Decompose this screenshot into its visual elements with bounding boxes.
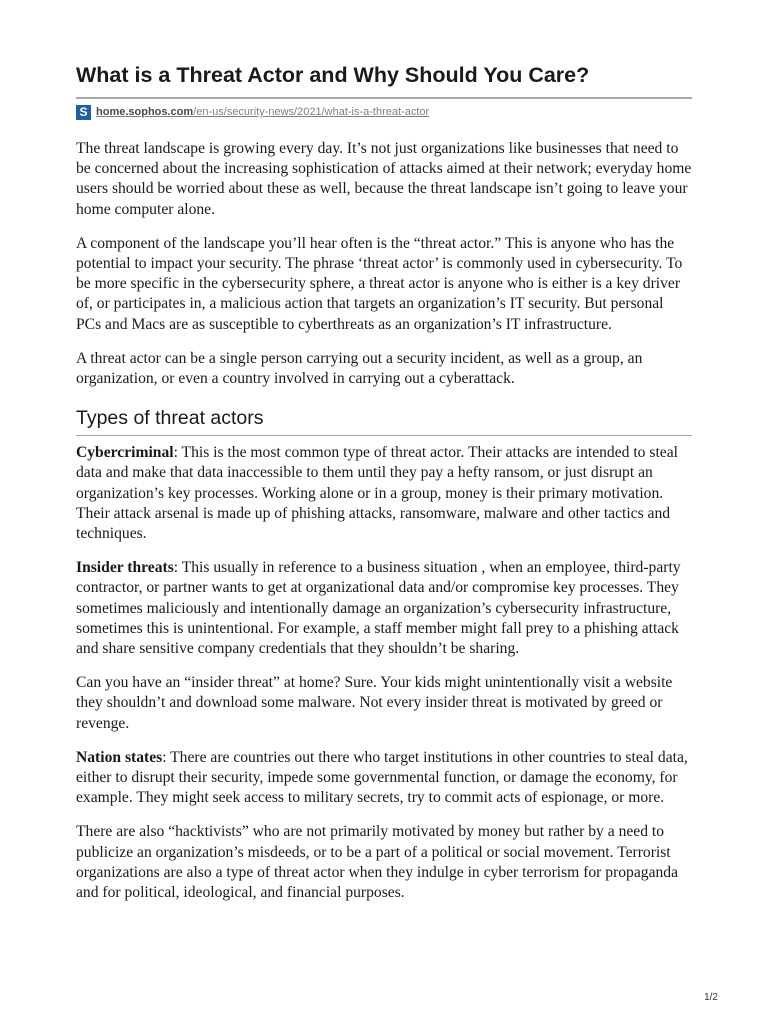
article-title: What is a Threat Actor and Why Should You Care? [76,60,692,99]
nation-states-term: Nation states [76,748,163,766]
intro-paragraph: The threat landscape is growing every day. It’s not just organizations like businesses that need to be concerned about the increasing sophistication of attacks aimed at their network; everyday home users should be worried about these as well, because the threat landscape isn’t going to leave your home computer alone. [76,140,692,218]
source-domain: home.sophos.com [96,106,194,118]
source-link[interactable] [96,106,429,118]
source-path: /en-us/security-news/2021/what-is-a-threat-actor [193,106,430,118]
insider-text: : This usually in reference to a business situation , when an employee, third-party contractor, or partner wants to get at organizational data and/or compromise key processes. They sometimes maliciously and intentionally damage an organization’s cybersecurity infrastructure, sometimes this is unintentional. For example, a staff member might fall prey to a phishing attack and share sensitive company credentials that they shouldn’t be sharing. [76,559,681,658]
insider-paragraph [76,558,692,659]
scope-paragraph: A threat actor can be a single person carrying out a security incident, as well as a group, an organization, or even a country involved in carrying out a cyberattack. [76,349,643,388]
insider-term: Insider threats [76,559,174,577]
cybercriminal-term: Cybercriminal [76,444,174,462]
cybercriminal-paragraph [76,443,692,544]
sophos-logo-icon: S [76,105,91,120]
source-line [76,103,692,121]
nation-states-text: : There are countries out there who target institutions in other countries to steal data, either to disrupt their security, impede some governmental function, or damage the economy, for example. They might seek access to military secrets, try to commit acts of espionage, or more. [76,748,688,807]
definition-paragraph: A component of the landscape you’ll hear often is the “threat actor.” This is anyone who has the potential to impact your security. The phrase ‘threat actor’ is commonly used in cybersecurity. To be more specific in the cybersecurity sphere, a threat actor is anyone who is either is a key driver of, or participates in, a malicious action that targets an organization’s IT security. But personal PCs and Macs are as susceptible to cyberthreats as an organization’s IT infrastructure. [76,234,683,333]
hacktivists-paragraph: There are also “hacktivists” who are not primarily motivated by money but rather by a need to publicize an organization’s misdeeds, or to be a part of a political or social movement. Terrorist organizations are also a type of threat actor when they indulge in cyber terrorism for propaganda and for political, ideological, and financial purposes. [76,823,679,902]
home-insider-paragraph: Can you have an “insider threat” at home? Sure. Your kids might unintentionally visit a website they shouldn’t and download some malware. Not every insider threat is motivated by greed or revenge. [76,674,673,732]
cybercriminal-text: : This is the most common type of threat actor. Their attacks are intended to steal data and make that data inaccessible to them until they pay a hefty ransom, or just disrupt an organization’s key processes. Working alone or in a group, money is their primary motivation. Their attack arsenal is made up of phishing attacks, ransomware, malware and other tactics and techniques. [76,444,678,543]
page-indicator: 1/2 [704,992,718,1003]
section-heading: Types of threat actors [76,405,692,436]
nation-states-paragraph [76,748,692,809]
article [76,60,692,903]
